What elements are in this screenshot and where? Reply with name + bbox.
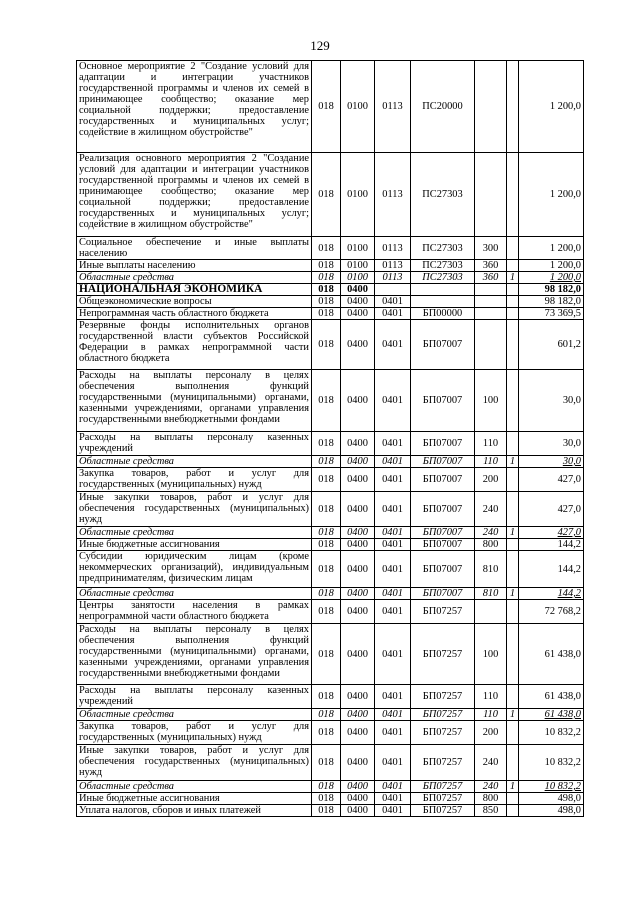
subsection-code: 0401: [375, 370, 411, 432]
amount: 61 438,0: [519, 709, 584, 721]
funding-source: [507, 370, 519, 432]
funding-source: [507, 237, 519, 260]
expense-type: 100: [475, 624, 507, 685]
table-row: [77, 745, 584, 781]
funding-source: [507, 539, 519, 551]
ministry-code: 018: [312, 153, 341, 237]
expense-type: [475, 308, 507, 320]
table-row: [77, 260, 584, 272]
ministry-code: 018: [312, 721, 341, 745]
row-name: Иные бюджетные ассигнования: [77, 793, 312, 805]
ministry-code: 018: [312, 745, 341, 781]
subsection-code: 0401: [375, 793, 411, 805]
section-code: 0400: [341, 296, 375, 308]
table-row: [77, 588, 584, 600]
subsection-code: 0401: [375, 600, 411, 624]
section-code: 0100: [341, 153, 375, 237]
expense-type: 110: [475, 685, 507, 709]
subsection-code: 0401: [375, 685, 411, 709]
funding-source: [507, 468, 519, 492]
subsection-code: 0401: [375, 745, 411, 781]
expense-type: [475, 296, 507, 308]
ministry-code: 018: [312, 320, 341, 370]
row-name: Расходы на выплаты персоналу в целях обеспечения выполнения функций государственными (муниципальными) органами, казенными учреждениями, органами управления государственными внебюджетными фондами: [77, 370, 312, 432]
amount: 10 832,2: [519, 721, 584, 745]
expense-type: 110: [475, 456, 507, 468]
amount: 498,0: [519, 805, 584, 817]
subsection-code: 0401: [375, 320, 411, 370]
amount: 30,0: [519, 456, 584, 468]
funding-source: 1: [507, 781, 519, 793]
budget-table-body: [77, 61, 584, 817]
ministry-code: 018: [312, 284, 341, 296]
row-name: Реализация основного мероприятия 2 "Создание условий для адаптации и интеграции участников государственной программы и членов их семей в принимающее сообщество; оказание мер социальной поддержки; предоставление государственных и муниципальных услуг; содействие в жилищном обустройстве": [77, 153, 312, 237]
expense-type: 810: [475, 588, 507, 600]
ministry-code: 018: [312, 296, 341, 308]
section-code: 0400: [341, 588, 375, 600]
funding-source: [507, 793, 519, 805]
expense-type: 200: [475, 721, 507, 745]
subsection-code: 0401: [375, 308, 411, 320]
section-code: 0100: [341, 272, 375, 284]
ministry-code: 018: [312, 237, 341, 260]
section-code: 0100: [341, 61, 375, 153]
table-row: [77, 468, 584, 492]
amount: 144,2: [519, 539, 584, 551]
subsection-code: 0401: [375, 805, 411, 817]
table-row: [77, 600, 584, 624]
section-code: 0400: [341, 539, 375, 551]
table-row: [77, 721, 584, 745]
row-name: Иные закупки товаров, работ и услуг для обеспечения государственных (муниципальных) нужд: [77, 492, 312, 527]
ministry-code: 018: [312, 260, 341, 272]
table-row: [77, 432, 584, 456]
ministry-code: 018: [312, 709, 341, 721]
table-row: [77, 284, 584, 296]
expense-type: 110: [475, 432, 507, 456]
row-name: Резервные фонды исполнительных органов государственной власти субъектов Российской Федерации в рамках непрограммной части областного бюджета: [77, 320, 312, 370]
ministry-code: 018: [312, 370, 341, 432]
expense-type: [475, 153, 507, 237]
section-code: 0400: [341, 370, 375, 432]
funding-source: [507, 61, 519, 153]
amount: 498,0: [519, 793, 584, 805]
target-article: БП07007: [411, 492, 475, 527]
target-article: БП07257: [411, 600, 475, 624]
row-name: Центры занятости населения в рамках непрограммной части областного бюджета: [77, 600, 312, 624]
amount: 427,0: [519, 527, 584, 539]
target-article: БП07007: [411, 527, 475, 539]
table-row: [77, 296, 584, 308]
section-code: 0100: [341, 260, 375, 272]
expense-type: 800: [475, 793, 507, 805]
ministry-code: 018: [312, 456, 341, 468]
amount: 144,2: [519, 551, 584, 588]
expense-type: 800: [475, 539, 507, 551]
section-code: 0400: [341, 492, 375, 527]
funding-source: [507, 260, 519, 272]
amount: 73 369,5: [519, 308, 584, 320]
table-row: [77, 527, 584, 539]
ministry-code: 018: [312, 588, 341, 600]
target-article: БП07257: [411, 805, 475, 817]
ministry-code: 018: [312, 527, 341, 539]
section-code: 0400: [341, 468, 375, 492]
subsection-code: 0401: [375, 296, 411, 308]
row-name: Иные закупки товаров, работ и услуг для обеспечения государственных (муниципальных) нужд: [77, 745, 312, 781]
funding-source: [507, 685, 519, 709]
subsection-code: 0113: [375, 272, 411, 284]
row-name: Общеэкономические вопросы: [77, 296, 312, 308]
section-code: 0400: [341, 284, 375, 296]
target-article: [411, 284, 475, 296]
table-row: [77, 456, 584, 468]
target-article: БП07257: [411, 624, 475, 685]
section-code: 0400: [341, 805, 375, 817]
ministry-code: 018: [312, 272, 341, 284]
target-article: БП07257: [411, 793, 475, 805]
table-row: [77, 793, 584, 805]
amount: 10 832,2: [519, 745, 584, 781]
amount: 1 200,0: [519, 61, 584, 153]
row-name: Иные бюджетные ассигнования: [77, 539, 312, 551]
section-code: 0400: [341, 781, 375, 793]
target-article: ПС27303: [411, 153, 475, 237]
table-row: [77, 781, 584, 793]
row-name: Закупка товаров, работ и услуг для государственных (муниципальных) нужд: [77, 721, 312, 745]
subsection-code: 0401: [375, 624, 411, 685]
target-article: БП07257: [411, 709, 475, 721]
expense-type: 360: [475, 272, 507, 284]
expense-type: [475, 600, 507, 624]
section-code: 0400: [341, 320, 375, 370]
subsection-code: 0401: [375, 781, 411, 793]
funding-source: [507, 296, 519, 308]
subsection-code: 0401: [375, 456, 411, 468]
table-row: [77, 685, 584, 709]
section-code: 0400: [341, 721, 375, 745]
row-name: Областные средства: [77, 456, 312, 468]
funding-source: [507, 284, 519, 296]
funding-source: [507, 432, 519, 456]
subsection-code: 0401: [375, 432, 411, 456]
expense-type: 200: [475, 468, 507, 492]
target-article: БП07257: [411, 745, 475, 781]
table-row: [77, 272, 584, 284]
funding-source: [507, 308, 519, 320]
ministry-code: 018: [312, 308, 341, 320]
target-article: БП07007: [411, 456, 475, 468]
target-article: БП07257: [411, 721, 475, 745]
ministry-code: 018: [312, 600, 341, 624]
table-row: [77, 370, 584, 432]
target-article: БП07007: [411, 539, 475, 551]
ministry-code: 018: [312, 805, 341, 817]
target-article: БП07007: [411, 432, 475, 456]
funding-source: [507, 624, 519, 685]
target-article: БП07007: [411, 468, 475, 492]
row-name: Закупка товаров, работ и услуг для государственных (муниципальных) нужд: [77, 468, 312, 492]
ministry-code: 018: [312, 551, 341, 588]
amount: 98 182,0: [519, 296, 584, 308]
table-row: [77, 61, 584, 153]
table-row: [77, 153, 584, 237]
expense-type: [475, 284, 507, 296]
subsection-code: 0113: [375, 260, 411, 272]
target-article: ПС20000: [411, 61, 475, 153]
ministry-code: 018: [312, 539, 341, 551]
subsection-code: 0401: [375, 709, 411, 721]
amount: 98 182,0: [519, 284, 584, 296]
row-name: Расходы на выплаты персоналу казенных учреждений: [77, 685, 312, 709]
amount: 72 768,2: [519, 600, 584, 624]
funding-source: [507, 600, 519, 624]
expense-type: 360: [475, 260, 507, 272]
subsection-code: 0401: [375, 721, 411, 745]
subsection-code: 0401: [375, 539, 411, 551]
row-name: Иные выплаты населению: [77, 260, 312, 272]
expense-type: 240: [475, 527, 507, 539]
subsection-code: 0401: [375, 468, 411, 492]
target-article: ПС27303: [411, 237, 475, 260]
section-code: 0400: [341, 308, 375, 320]
ministry-code: 018: [312, 793, 341, 805]
target-article: ПС27303: [411, 260, 475, 272]
subsection-code: 0113: [375, 153, 411, 237]
subsection-code: 0113: [375, 61, 411, 153]
ministry-code: 018: [312, 492, 341, 527]
ministry-code: 018: [312, 685, 341, 709]
subsection-code: 0113: [375, 237, 411, 260]
subsection-code: 0401: [375, 551, 411, 588]
section-code: 0400: [341, 793, 375, 805]
amount: 144,2: [519, 588, 584, 600]
row-name: Расходы на выплаты персоналу казенных учреждений: [77, 432, 312, 456]
funding-source: [507, 551, 519, 588]
expense-type: 100: [475, 370, 507, 432]
table-row: [77, 308, 584, 320]
ministry-code: 018: [312, 61, 341, 153]
target-article: БП07007: [411, 588, 475, 600]
row-name: Областные средства: [77, 709, 312, 721]
expense-type: 240: [475, 492, 507, 527]
row-name: Основное мероприятие 2 "Создание условий для адаптации и интеграции участников государственной программы и членов их семей в принимающее сообщество; оказание мер социальной поддержки; предоставление государственных и муниципальных услуг; содействие в жилищном обустройстве": [77, 61, 312, 153]
funding-source: [507, 745, 519, 781]
section-code: 0400: [341, 527, 375, 539]
table-row: [77, 709, 584, 721]
table-row: [77, 320, 584, 370]
subsection-code: [375, 284, 411, 296]
target-article: БП07257: [411, 781, 475, 793]
row-name: Социальное обеспечение и иные выплаты населению: [77, 237, 312, 260]
section-code: 0400: [341, 432, 375, 456]
funding-source: [507, 805, 519, 817]
amount: 427,0: [519, 468, 584, 492]
row-name: Уплата налогов, сборов и иных платежей: [77, 805, 312, 817]
amount: 601,2: [519, 320, 584, 370]
target-article: БП07007: [411, 370, 475, 432]
funding-source: [507, 153, 519, 237]
amount: 30,0: [519, 370, 584, 432]
funding-source: 1: [507, 527, 519, 539]
table-row: [77, 492, 584, 527]
target-article: БП07007: [411, 320, 475, 370]
budget-table: [76, 60, 584, 817]
expense-type: [475, 320, 507, 370]
amount: 1 200,0: [519, 153, 584, 237]
section-code: 0400: [341, 745, 375, 781]
row-name: Областные средства: [77, 527, 312, 539]
row-name: Субсидии юридическим лицам (кроме некоммерческих организаций), индивидуальным предпринимателям, физическим лицам: [77, 551, 312, 588]
ministry-code: 018: [312, 468, 341, 492]
funding-source: [507, 721, 519, 745]
funding-source: 1: [507, 272, 519, 284]
ministry-code: 018: [312, 624, 341, 685]
table-row: [77, 539, 584, 551]
section-code: 0400: [341, 551, 375, 588]
expense-type: 300: [475, 237, 507, 260]
table-row: [77, 237, 584, 260]
section-code: 0400: [341, 709, 375, 721]
amount: 30,0: [519, 432, 584, 456]
subsection-code: 0401: [375, 527, 411, 539]
table-row: [77, 805, 584, 817]
target-article: [411, 296, 475, 308]
section-code: 0100: [341, 237, 375, 260]
amount: 10 832,2: [519, 781, 584, 793]
section-code: 0400: [341, 456, 375, 468]
row-name: Расходы на выплаты персоналу в целях обеспечения выполнения функций государственными (муниципальными) органами, казенными учреждениями, органами управления государственными внебюджетными фондами: [77, 624, 312, 685]
amount: 1 200,0: [519, 272, 584, 284]
funding-source: [507, 320, 519, 370]
expense-type: 110: [475, 709, 507, 721]
expense-type: 240: [475, 781, 507, 793]
subsection-code: 0401: [375, 492, 411, 527]
target-article: ПС27303: [411, 272, 475, 284]
funding-source: [507, 492, 519, 527]
row-name: НАЦИОНАЛЬНАЯ ЭКОНОМИКА: [77, 284, 312, 296]
expense-type: 810: [475, 551, 507, 588]
target-article: БП07007: [411, 551, 475, 588]
expense-type: [475, 61, 507, 153]
amount: 1 200,0: [519, 260, 584, 272]
table-row: [77, 624, 584, 685]
expense-type: 240: [475, 745, 507, 781]
target-article: БП07257: [411, 685, 475, 709]
section-code: 0400: [341, 624, 375, 685]
amount: 427,0: [519, 492, 584, 527]
section-code: 0400: [341, 600, 375, 624]
page-number: 129: [310, 38, 330, 53]
row-name: Областные средства: [77, 588, 312, 600]
row-name: Областные средства: [77, 272, 312, 284]
amount: 61 438,0: [519, 624, 584, 685]
table-row: [77, 551, 584, 588]
expense-type: 850: [475, 805, 507, 817]
funding-source: 1: [507, 588, 519, 600]
section-code: 0400: [341, 685, 375, 709]
funding-source: 1: [507, 709, 519, 721]
ministry-code: 018: [312, 781, 341, 793]
amount: 1 200,0: [519, 237, 584, 260]
row-name: Областные средства: [77, 781, 312, 793]
amount: 61 438,0: [519, 685, 584, 709]
ministry-code: 018: [312, 432, 341, 456]
funding-source: 1: [507, 456, 519, 468]
subsection-code: 0401: [375, 588, 411, 600]
row-name: Непрограммная часть областного бюджета: [77, 308, 312, 320]
target-article: БП00000: [411, 308, 475, 320]
